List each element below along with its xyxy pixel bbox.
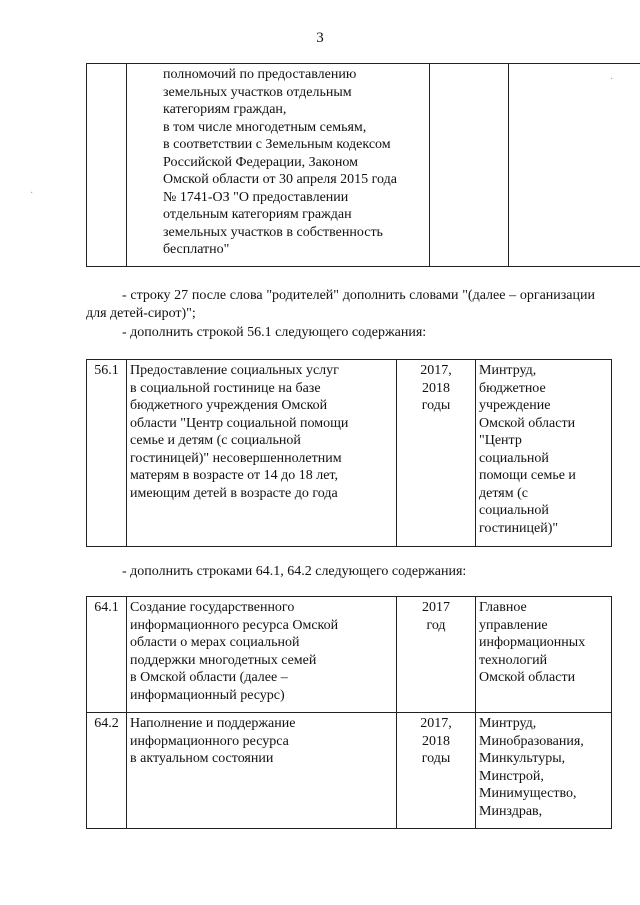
row-years-cell: 2017, 2018 годы	[397, 360, 476, 547]
table-row	[87, 597, 612, 713]
row-number-cell: 64.1	[87, 597, 127, 713]
row-executor-cell: Минтруд, Минобразования, Минкультуры, Минстрой, Минимущество, Минздрав,	[476, 713, 612, 829]
paragraph-row-27: - строку 27 после слова "родителей" дополнить словами "(далее – организации для детей-сирот)";	[86, 288, 595, 321]
page-number: 3	[316, 30, 324, 46]
paragraph-add-rows-64: - дополнить строками 64.1, 64.2 следующего содержания:	[122, 564, 467, 579]
row-number-cell: 56.1	[87, 360, 127, 547]
scan-speck: ·	[30, 188, 34, 199]
row-description-cell: Создание государственного информационного ресурса Омской области о мерах социальной поддержки многодетных семей в Омской области (далее – информационный ресурс)	[127, 597, 397, 713]
row-years-cell: 2017 год	[397, 597, 476, 713]
row-number-cell: 64.2	[87, 713, 127, 829]
row-years-cell	[430, 64, 509, 267]
row-description-cell: Предоставление социальных услуг в социальной гостинице на базе бюджетного учреждения Омской области "Центр социальной помощи семье и детям (с социальной гостиницей)" несовершеннолетним матерям в возрасте от 14 до 18 лет, имеющим детей в возрасте до года	[127, 360, 397, 547]
row-number-cell	[87, 64, 127, 267]
row-executor-cell	[509, 64, 640, 267]
row-description-cell: полномочий по предоставлению земельных участков отдельным категориям граждан, в том числе многодетным семьям, в соответствии с Земельным кодексом Российской Федерации, Законом Омской области от 30 апреля 2015 года № 1741-ОЗ "О предоставлении отдельным категориям граждан земельных участков в собственность бесплатно"	[127, 64, 430, 267]
scan-speck: ·	[610, 74, 614, 85]
row-description-cell: Наполнение и поддержание информационного ресурса в актуальном состоянии	[127, 713, 397, 829]
row-executor-cell: Минтруд, бюджетное учреждение Омской области "Центр социальной помощи семье и детям (с социальной гостиницей)"	[476, 360, 612, 547]
paragraph-add-row-56-1: - дополнить строкой 56.1 следующего содержания:	[122, 325, 427, 340]
top-table	[86, 63, 640, 267]
row-years-cell: 2017, 2018 годы	[397, 713, 476, 829]
rows-64-table	[86, 596, 612, 829]
table-row	[87, 713, 612, 829]
table-row	[87, 64, 640, 267]
row-56-1-table	[86, 359, 612, 547]
row-executor-cell: Главное управление информационных технологий Омской области	[476, 597, 612, 713]
table-row	[87, 360, 612, 547]
